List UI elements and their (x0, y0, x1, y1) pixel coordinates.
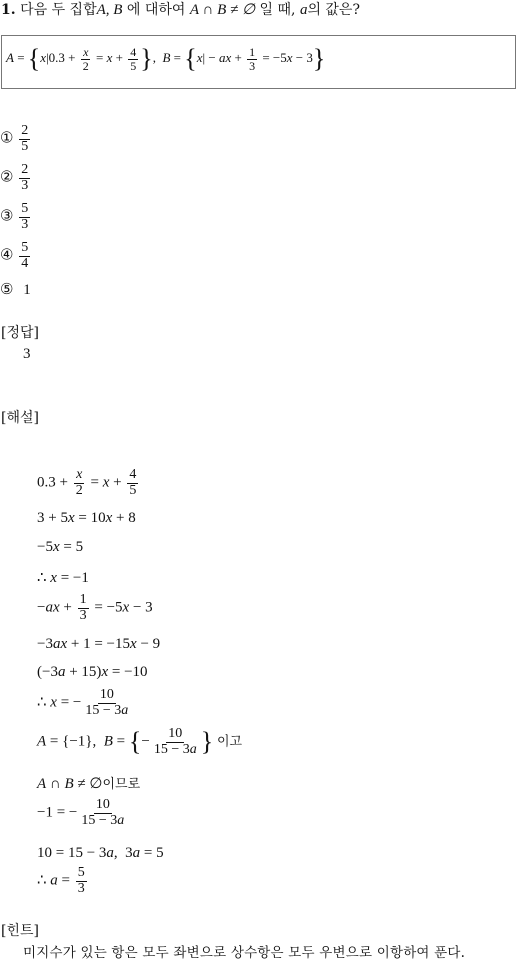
choice-4-mark: ④ (0, 247, 14, 264)
solution-step-13: ∴ a = $\frac{5}{3}$ (37, 865, 85, 896)
choice-1-mark: ① (0, 130, 14, 147)
solution-step-2: 3 + 5x = 10x + 8 (37, 510, 136, 526)
question-text-prefix: 다음 두 집합 (20, 2, 97, 18)
question-condition: A ∩ B ≠ ∅ (189, 2, 256, 18)
question-text-suffix: 일 때, (255, 2, 300, 18)
choice-5-mark: ⑤ (0, 282, 14, 298)
choice-4[interactable] (0, 241, 32, 271)
choice-3-den: 3 (21, 216, 29, 232)
choice-2-mark: ② (0, 169, 14, 186)
solution-step-8: ∴ x = − $\frac{10}{15 - 3a}$ (37, 687, 129, 718)
solution-step-7: (−3a + 15)x = −10 (37, 664, 148, 680)
question-sets: A, B (96, 2, 123, 18)
choice-2-den: 3 (21, 177, 29, 193)
choice-2[interactable] (0, 163, 32, 193)
choice-4-num: 5 (21, 240, 29, 255)
choice-3[interactable] (0, 202, 32, 232)
solution-step-6: −3ax + 1 = −15x − 9 (37, 636, 161, 652)
solution-step-11: −1 = − $\frac{10}{15 - 3a}$ (37, 797, 125, 828)
solution-step-10: A ∩ B ≠ ∅이므로 (37, 776, 141, 792)
choice-1[interactable] (0, 124, 32, 154)
solution-step-9: A = {−1}, B = {− $\frac{10}{15 - 3a}$ } 이고 (37, 726, 243, 757)
solution-korean-igo: 이고 (216, 734, 243, 750)
choice-5-value: 1 (23, 282, 31, 298)
answer-value: 3 (23, 346, 31, 362)
choice-3-num: 5 (21, 201, 29, 216)
choice-2-num: 2 (21, 162, 29, 177)
solution-step-1: 0.3 + $\frac{x}{2}$ = x + $\frac{4}{5}$ (37, 467, 137, 498)
given-sets: A = {x|0.3 + $\frac{x}{2}$ = x + $\frac{4}{5}$ }, B = {x| − ax + $\frac{1}{3}$ = −5x − 3} (6, 44, 326, 74)
choice-5[interactable] (0, 280, 31, 299)
question-text-mid: 에 대하여 (122, 2, 190, 18)
solution-label: [해설] (1, 410, 39, 426)
question-line (1, 0, 360, 19)
solution-step-4: ∴ x = −1 (37, 570, 89, 586)
hint-label: [힌트] (1, 923, 39, 939)
solution-step-12: 10 = 15 − 3a, 3a = 5 (37, 845, 164, 861)
answer-label: [정답] (1, 325, 39, 341)
solution-korean-imeuro: 이므로 (102, 777, 141, 792)
choice-1-num: 2 (21, 123, 29, 138)
question-var: a (299, 2, 308, 18)
hint-text: 미지수가 있는 항은 모두 좌변으로 상수항은 모두 우변으로 이항하여 푼다. (23, 945, 466, 961)
solution-step-3: −5x = 5 (37, 539, 84, 555)
solution-step-5: −ax + $\frac{1}{3}$ = −5x − 3 (37, 592, 153, 623)
choice-1-den: 5 (21, 138, 29, 154)
question-text-end: 의 값은? (307, 2, 360, 18)
choice-3-mark: ③ (0, 208, 14, 225)
question-number: 1. (1, 2, 16, 18)
choice-4-den: 4 (21, 255, 29, 271)
